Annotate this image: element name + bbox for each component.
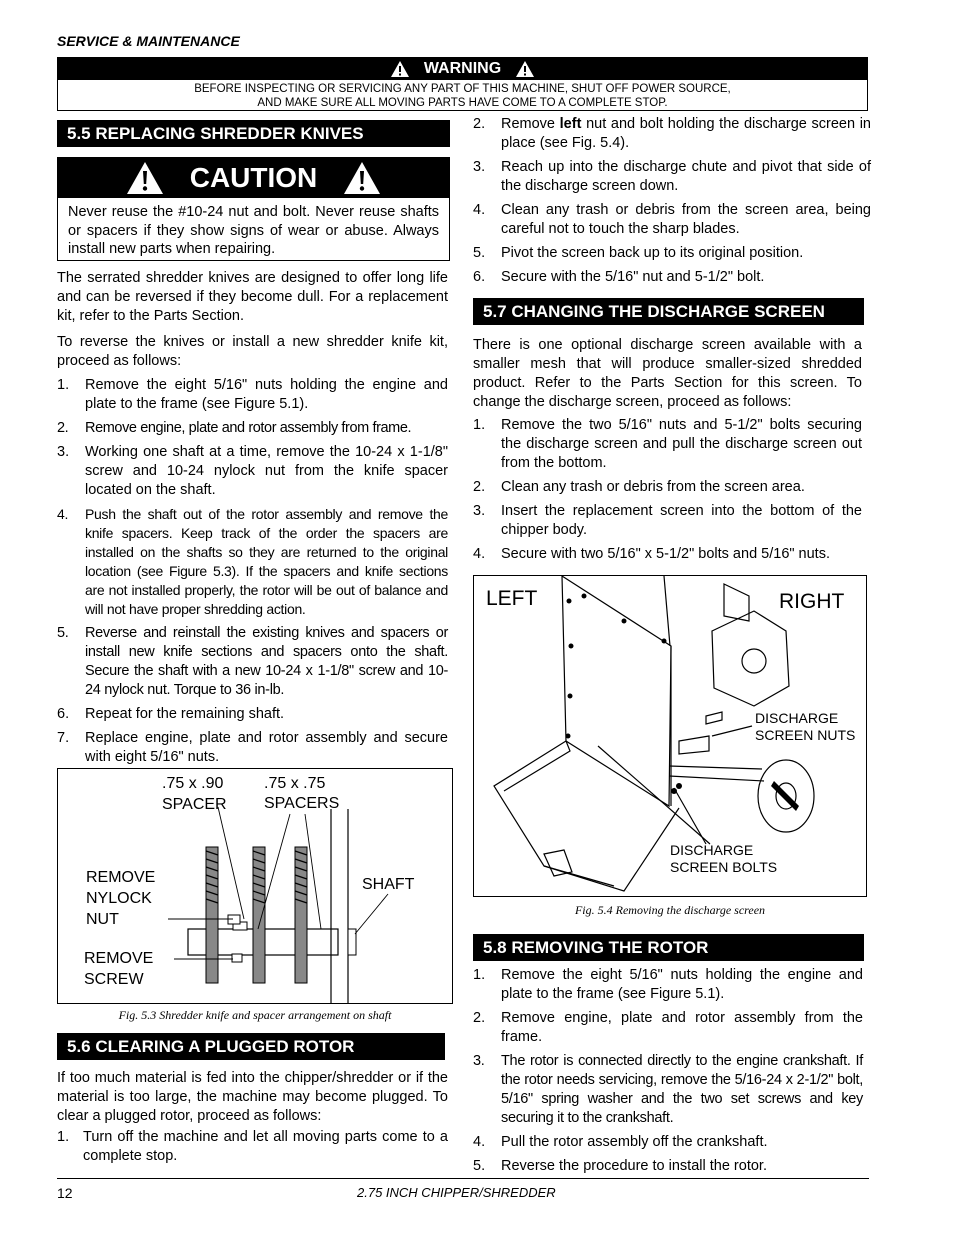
figure-5-3 (57, 768, 453, 1004)
label-shaft: SHAFT (362, 876, 415, 893)
list-item-text: Remove engine, plate and rotor assembly from the frame. (501, 1010, 863, 1045)
list-item (473, 1009, 863, 1047)
list-item-number: 4. (473, 546, 486, 562)
list-item-text: Insert the replacement screen into the bottom of the chipper body. (501, 503, 862, 538)
list-item-number: 3. (473, 503, 486, 519)
list-item-text: Secure with two 5/16" x 5-1/2" bolts and 5/16" nuts. (501, 546, 830, 562)
list-item-number: 3. (473, 1053, 485, 1069)
list-item-number: 7. (57, 730, 70, 746)
warning-line-1: BEFORE INSPECTING OR SERVICING ANY PART OF THIS MACHINE, SHUT OFF POWER SOURCE, (194, 83, 731, 95)
caution-box (57, 157, 450, 261)
section-5-6-heading: 5.6 CLEARING A PLUGGED ROTOR (57, 1033, 445, 1060)
label-spacers: SPACERS (264, 795, 340, 812)
list-item-number: 2. (473, 1010, 486, 1026)
paragraph: If too much material is fed into the chipper/shredder or if the material is too large, the machine may become plugged. To clear a plugged rotor, proceed as follows: (57, 1070, 448, 1124)
caution-text: Never reuse the #10-24 nut and bolt. Never reuse shafts or spacers if they show signs of wear or abuse. Always install new parts when repairing. (68, 204, 439, 257)
list-item-text: Remove engine, plate and rotor assembly from frame. (85, 420, 412, 436)
list-item (473, 502, 862, 540)
paragraph: To reverse the knives or install a new shredder knife kit, proceed as follows: (57, 334, 448, 369)
list-item-number: 6. (473, 269, 486, 285)
list-item (473, 1052, 863, 1128)
list-item-text: Remove the eight 5/16" nuts holding the engine and plate to the frame (see Figure 5.1). (85, 377, 448, 412)
list-item (473, 545, 862, 564)
caution-triangle-icon (343, 161, 381, 195)
steps-list-5-8 (473, 966, 863, 1181)
list-item (57, 1128, 448, 1166)
list-item (473, 244, 871, 263)
list-item-number: 1. (473, 417, 486, 433)
list-item (57, 624, 448, 700)
list-item (473, 158, 871, 196)
list-item (57, 419, 448, 438)
list-item-number: 4. (473, 202, 486, 218)
label-spacer: SPACER (162, 796, 227, 813)
emphasis-left: left (559, 116, 582, 132)
list-item-number: 2. (57, 420, 69, 436)
list-item-number: 6. (57, 706, 70, 722)
list-item-number: 4. (473, 1134, 486, 1150)
paragraph: The serrated shredder knives are designed to offer long life and can be reversed if they become dull. For a replacement kit, refer to the Parts Section. (57, 270, 448, 324)
label-remove-nut: REMOVE NYLOCK NUT (86, 869, 156, 928)
warning-title: WARNING (423, 60, 502, 77)
steps-list-5-6 (57, 1128, 448, 1171)
list-item-text: Remove left nut and bolt holding the discharge screen in place (see Fig. 5.4). (501, 116, 871, 151)
footer-title: 2.75 INCH CHIPPER/SHREDDER (357, 1185, 556, 1200)
list-item (57, 705, 448, 724)
list-item (57, 729, 448, 767)
steps-list-5-7 (473, 416, 862, 569)
list-item-number: 3. (57, 444, 70, 460)
list-item-number: 1. (57, 377, 70, 393)
list-item (473, 268, 871, 287)
list-item-text: The rotor is connected directly to the engine crankshaft. If the rotor needs servicing, remove the 5/16-24 x 2-1/2" bolt, 5/16" spring washer and the two set screws and key securing it to the crankshaft. (501, 1053, 863, 1126)
list-item (57, 505, 448, 619)
label-discharge-screen-nuts: DISCHARGE SCREEN NUTS (755, 710, 856, 743)
list-item-number: 1. (57, 1129, 70, 1145)
list-item (473, 1133, 863, 1152)
warning-triangle-icon (390, 60, 410, 78)
list-item-text: Pull the rotor assembly off the crankshaft. (501, 1134, 768, 1150)
warning-text (58, 80, 867, 110)
list-item-number: 2. (473, 479, 486, 495)
list-item-text: Push the shaft out of the rotor assembly and remove the knife spacers. Keep track of the order the spacers are installed on the shafts so they are returned to the original location (see Figure 5.3). If the spacers and knife sections are not installed properly, the rotor will be out of balance and will not have proper shredding action. (85, 506, 448, 617)
warning-bar (58, 58, 867, 80)
page-number: 12 (57, 1185, 73, 1201)
steps-list-5-5 (57, 376, 448, 772)
list-item-text: Clean any trash or debris from the screen area, being careful not to touch the sharp blades. (501, 202, 871, 237)
list-item-number: 2. (473, 116, 486, 132)
section-5-5-heading: 5.5 REPLACING SHREDDER KNIVES (57, 120, 450, 147)
list-item-text: Pivot the screen back up to its original position. (501, 245, 804, 261)
list-item (473, 201, 871, 239)
list-item-number: 4. (57, 506, 69, 522)
list-item-text: Remove the two 5/16" nuts and 5-1/2" bolts securing the discharge screen and pull the discharge screen out from the bottom. (501, 417, 862, 471)
figure-caption: Fig. 5.4 Removing the discharge screen (574, 903, 766, 917)
list-item-text: Working one shaft at a time, remove the 10-24 x 1-1/8" screw and 10-24 nylock nut from the knife spacer located on the shaft. (85, 444, 448, 498)
figure-caption: Fig. 5.3 Shredder knife and spacer arrangement on shaft (118, 1008, 392, 1022)
caution-triangle-icon (126, 161, 164, 195)
list-item-number: 5. (473, 1158, 486, 1174)
list-item-text: Clean any trash or debris from the screen area. (501, 479, 805, 495)
label-spacer-90: .75 x .90 (162, 775, 224, 792)
paragraph: There is one optional discharge screen available with a smaller mesh that will produce smaller-sized shredded product. Refer to the Parts Section for this screen. To change the discharge screen, proceed as follows: (473, 337, 862, 410)
list-item (57, 443, 448, 500)
label-spacer-75: .75 x .75 (264, 775, 326, 792)
list-item (473, 966, 863, 1004)
list-item (473, 416, 862, 473)
list-item-text: Reverse and reinstall the existing knives and spacers or install new knife sections and spacers onto the shaft. Secure the shaft with a new 10-24 x 1-1/8" screw and 10-24 nylock nut. Torque to 36 in-lb. (85, 625, 448, 698)
list-item-text: Secure with the 5/16" nut and 5-1/2" bolt. (501, 269, 765, 285)
list-item (473, 115, 871, 153)
list-item (473, 478, 862, 497)
list-item-text: Reach up into the discharge chute and pivot that side of the discharge screen down. (501, 159, 871, 194)
list-item-number: 3. (473, 159, 486, 175)
list-item-text: Repeat for the remaining shaft. (85, 706, 285, 722)
list-item-number: 5. (473, 245, 486, 261)
steps-list-5-6-continued (473, 115, 871, 292)
section-5-7-heading: 5.7 CHANGING THE DISCHARGE SCREEN (473, 298, 864, 325)
caution-title: CAUTION (189, 162, 318, 193)
figure-5-4 (473, 575, 867, 897)
section-5-8-heading: 5.8 REMOVING THE ROTOR (473, 934, 864, 961)
label-right: RIGHT (779, 590, 845, 613)
list-item-text: Turn off the machine and let all moving parts come to a complete stop. (83, 1129, 448, 1164)
list-item-number: 1. (473, 967, 486, 983)
list-item-text: Remove the eight 5/16" nuts holding the engine and plate to the frame (see Figure 5.1). (501, 967, 863, 1002)
caution-bar (58, 158, 449, 198)
warning-box (57, 57, 868, 111)
list-item (57, 376, 448, 414)
label-remove-screw: REMOVE SCREW (84, 950, 154, 988)
warning-line-2: AND MAKE SURE ALL MOVING PARTS HAVE COME TO A COMPLETE STOP. (257, 97, 668, 109)
label-discharge-screen-bolts: DISCHARGE SCREEN BOLTS (670, 842, 778, 875)
list-item-text: Reverse the procedure to install the rotor. (501, 1158, 767, 1174)
list-item-number: 5. (57, 625, 69, 641)
footer-rule (57, 1178, 869, 1179)
list-item (473, 1157, 863, 1176)
list-item-text: Replace engine, plate and rotor assembly and secure with eight 5/16" nuts. (85, 730, 448, 765)
label-left: LEFT (486, 587, 538, 610)
warning-triangle-icon (515, 60, 535, 78)
section-header: SERVICE & MAINTENANCE (57, 33, 240, 49)
